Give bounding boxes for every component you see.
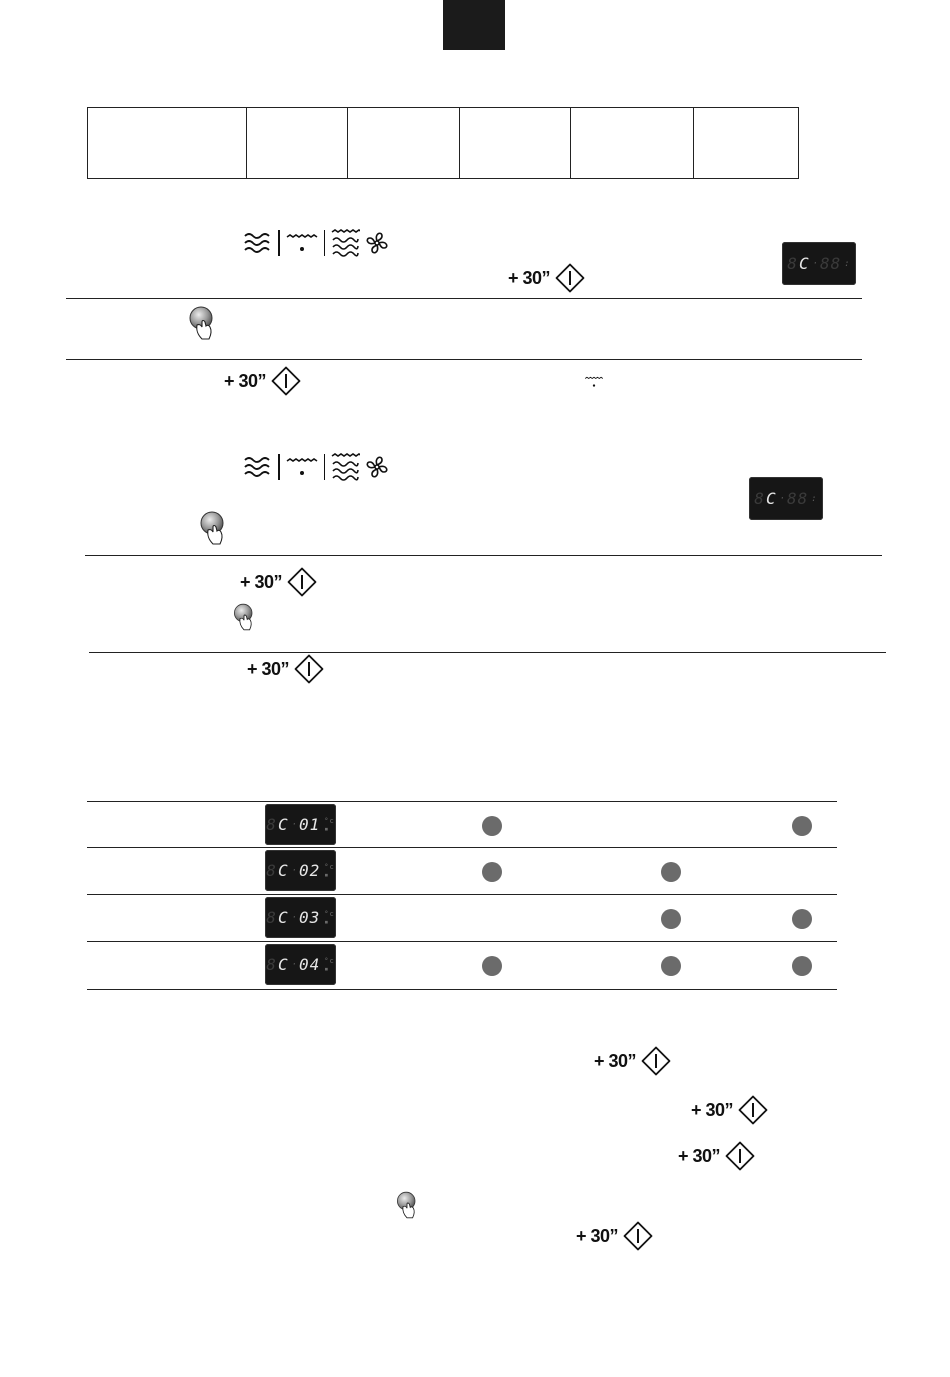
start-button[interactable] <box>247 654 324 684</box>
mode-indicator-dot <box>482 816 502 836</box>
display-digit: 8 <box>787 254 798 273</box>
start-button-label: + 30” <box>594 1050 637 1071</box>
section-divider <box>89 652 886 653</box>
start-button[interactable] <box>678 1141 755 1171</box>
header-table <box>87 107 799 179</box>
display-digit: 8 <box>266 815 277 834</box>
mode-indicator-dot <box>482 956 502 976</box>
start-button-label: + 30” <box>224 370 267 391</box>
start-button-label: + 30” <box>691 1099 734 1120</box>
start-button-label: + 30” <box>240 571 283 592</box>
microwave-icon <box>243 454 273 480</box>
start-button-label: + 30” <box>508 267 551 288</box>
display-code: C <box>798 254 810 273</box>
start-button[interactable] <box>224 366 301 396</box>
start-button[interactable] <box>508 263 585 293</box>
icon-divider <box>324 454 326 480</box>
microwave-icon <box>243 230 273 256</box>
start-button-label: + 30” <box>678 1145 721 1166</box>
table-row-divider <box>87 801 837 802</box>
header-cell <box>571 108 694 179</box>
mode-indicator-dot <box>482 862 502 882</box>
section-divider <box>85 555 882 556</box>
display-program-number: 02 <box>299 861 321 880</box>
header-cell <box>88 108 247 179</box>
mode-display: 8 C · 88 : <box>749 477 823 520</box>
display-digit: 8 <box>266 908 277 927</box>
display-digit: 8 <box>754 489 765 508</box>
display-program-number: 03 <box>299 908 321 927</box>
table-bottom-border <box>87 989 837 990</box>
display-digit: 8 <box>266 955 277 974</box>
knob-icon[interactable] <box>187 305 217 341</box>
mode-icons-row <box>243 228 390 258</box>
table-row-divider <box>87 847 837 848</box>
start-button[interactable] <box>576 1221 653 1251</box>
page-tab-marker <box>443 0 505 50</box>
display-code: C <box>277 955 289 974</box>
table-row-divider <box>87 894 837 895</box>
start-icon <box>271 366 301 396</box>
combi-icon <box>330 452 360 482</box>
mode-icons-row <box>243 452 390 482</box>
table-row-display: 8 C · 04 °c ▪ <box>265 944 336 985</box>
header-cell <box>694 108 799 179</box>
knob-icon[interactable] <box>395 1190 419 1220</box>
start-icon <box>623 1221 653 1251</box>
grill-icon <box>285 454 319 480</box>
display-program-number: 01 <box>299 815 321 834</box>
table-row-display: 8 C · 02 °c ▪ <box>265 850 336 891</box>
start-button[interactable] <box>594 1046 671 1076</box>
start-button[interactable] <box>691 1095 768 1125</box>
start-icon <box>725 1141 755 1171</box>
table-row-divider <box>87 941 837 942</box>
start-icon <box>738 1095 768 1125</box>
display-code: C <box>277 908 289 927</box>
start-icon <box>294 654 324 684</box>
start-icon <box>641 1046 671 1076</box>
display-digit: 8 <box>266 861 277 880</box>
grill-icon <box>584 374 604 390</box>
display-code: C <box>277 815 289 834</box>
icon-divider <box>324 230 326 256</box>
display-code: C <box>765 489 777 508</box>
header-cell <box>246 108 347 179</box>
icon-divider <box>278 230 280 256</box>
display-digits: 88 <box>820 254 842 273</box>
header-cell <box>347 108 460 179</box>
knob-icon[interactable] <box>198 510 228 546</box>
fan-icon <box>364 454 390 480</box>
section-divider <box>66 359 862 360</box>
display-code: C <box>277 861 289 880</box>
mode-display: 8 C · 88 : <box>782 242 856 285</box>
header-cell <box>460 108 571 179</box>
grill-icon <box>285 230 319 256</box>
icon-divider <box>278 454 280 480</box>
start-button-label: + 30” <box>247 658 290 679</box>
display-program-number: 04 <box>299 955 321 974</box>
mode-indicator-dot <box>661 909 681 929</box>
mode-indicator-dot <box>661 862 681 882</box>
table-row-display: 8 C · 03 °c ▪ <box>265 897 336 938</box>
start-icon <box>287 567 317 597</box>
mode-indicator-dot <box>792 956 812 976</box>
start-button-label: + 30” <box>576 1225 619 1246</box>
start-icon <box>555 263 585 293</box>
start-button[interactable] <box>240 567 317 597</box>
display-digits: 88 <box>787 489 809 508</box>
combi-icon <box>330 228 360 258</box>
knob-icon[interactable] <box>232 602 256 632</box>
section-divider <box>66 298 862 299</box>
fan-icon <box>364 230 390 256</box>
mode-indicator-dot <box>661 956 681 976</box>
mode-indicator-dot <box>792 816 812 836</box>
mode-indicator-dot <box>792 909 812 929</box>
table-row-display: 8 C · 01 °c ▪ <box>265 804 336 845</box>
